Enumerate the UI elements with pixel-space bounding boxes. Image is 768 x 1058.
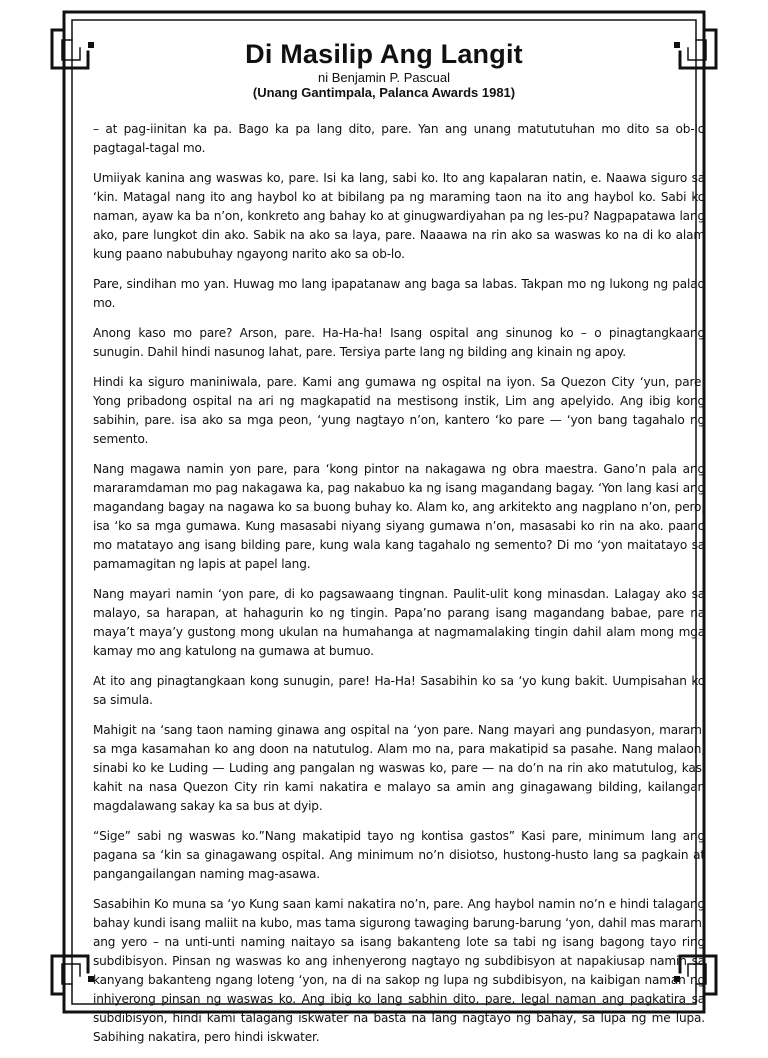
story-title: Di Masilip Ang Langit [245, 39, 523, 69]
paragraph: Hindi ka siguro maniniwala, pare. Kami ang gumawa ng ospital na iyon. Sa Quezon City ‘yun, pare. Yong pribadong ospital na ari ng magkapatid na mestisong instik, Lim ang apelyido. Ang ibig kong sabihin, pare. isa ako sa mga peon, ‘yung nagtayo n’on, kantero ‘ko pare — ‘yon bang tagahalo ng semento. [93, 375, 705, 446]
paragraph: Sasabihin Ko muna sa ‘yo Kung saan kami nakatira no’n, pare. Ang haybol namin no’n e hindi talagang bahay kundi isang maliit na kubo, mas tama sigurong tawaging barung-barung ‘yon, dahil mas marami ang yero – na unti-unti naming naitayo sa isang bakanteng lote sa tabi ng isang bagong tayo ring subdibisyon. Pinsan ng waswas ko ang inhenyerong nagtayo ng subdibisyon at napakiusap namin sa kanyang bakanteng ngang loteng ‘yon, na di na sakop ng lupa ng subdibisyon, na kaibigan naman ng inhiyerong pinsan ng waswas ko. Ang ibig ko lang sabhin dito, pare, legal naman ang pagkatira sa subdibisyon, hindi kami talagang iskwater na basta na lang nagtayo ng bahay, sa lupa ng me lupa. Sabihing nakatira, pero hindi iskwater. [93, 897, 705, 1044]
paragraph: At ito ang pinagtangkaan kong sunugin, pare! Ha-Ha! Sasabihin ko sa ‘yo kung bakit. Uumpisahan ko sa simula. [93, 674, 705, 707]
paragraph: – at pag-iinitan ka pa. Bago ka pa lang dito, pare. Yan ang unang matututuhan mo dito sa ob-lo pagtagal-tagal mo. [93, 122, 705, 155]
paragraph: Umiiyak kanina ang waswas ko, pare. Isi ka lang, sabi ko. Ito ang kapalaran natin, e. Naawa siguro sa ‘kin. Matagal nang ito ang haybol ko at bibilang pa ng maraming taon na ito ang haybol ko. Sabi ko naman, ayaw ka ba n’on, konkreto ang bahay ko at ginugwardiyahan pa ng les-pu? Nagpapatawa lang ako, pare lungkot din ako. Sabik na ako sa laya, pare. Naaawa na rin ako sa waswas ko na di ko alam kung paano nabubuhay ngayong narito ako sa ob-lo. [93, 171, 705, 261]
paragraph: Pare, sindihan mo yan. Huwag mo lang ipapatanaw ang baga sa labas. Takpan mo ng lukong ng palad mo. [93, 277, 705, 310]
story-author: ni Benjamin P. Pascual [317, 70, 450, 85]
story-header [90, 38, 678, 101]
award-note: (Unang Gantimpala, Palanca Awards 1981) [252, 85, 516, 100]
paragraph: “Sige” sabi ng waswas ko.”Nang makatipid tayo ng kontisa gastos” Kasi pare, minimum lang ang pagana sa ‘kin sa ginagawang ospital. Ang minimum no’n disiotso, hustong-husto lang sa pagkain at pangangailangan naming mag-asawa. [93, 829, 705, 881]
paragraph: Anong kaso mo pare? Arson, pare. Ha-Ha-ha! Isang ospital ang sinunog ko – o pinagtangkaang sunugin. Dahil hindi nasunog lahat, pare. Tersiya parte lang ng bilding ang kinain ng apoy. [93, 326, 705, 359]
paragraph: Mahigit na ‘sang taon naming ginawa ang ospital na ‘yon pare. Nang mayari ang pundasyon, marami sa mga kasamahan ko ang doon na natutulog. Alam mo na, para makatipid sa pasahe. Nang malaon, sinabi ko ke Luding — Luding ang pangalan ng waswas ko, pare — na do’n na rin ako matutulog, kasi kahit na nasa Quezon City rin kami nakatira e malayo sa amin ang ginagawang bilding, kailangan magdalawang sakay ka sa bus at dyip. [93, 723, 705, 813]
paragraph: Nang mayari namin ‘yon pare, di ko pagsawaang tingnan. Paulit-ulit kong minasdan. Lalagay ako sa malayo, sa harapan, at hahagurin ko ng tingin. Papa’no parang isang magandang babae, pare na maya’t maya’y gustong mong ukulan na humahanga at nagmamalaking tingin dahil alam mong mga kamay mo ang katulong na gumawa at bumuo. [93, 587, 705, 658]
corner-ornament-top-right [680, 30, 716, 68]
corner-ornament-top-left [52, 30, 88, 68]
paragraph: Nang magawa namin yon pare, para ‘kong pintor na nakagawa ng obra maestra. Gano’n pala ang mararamdaman mo pag nakagawa ka, pag nakabuo ka ng isang magandang bagay. ‘Yon lang kasi ang magandang bagay na nagawa ko sa buong buhay ko. Alam ko, ang arkitekto ang nagplano n’on, pero, isa ‘ko sa mga gumawa. Kung masasabi niyang siyang gumawa n’on, masasabi ko rin na ako. paano mo matatayo ang isang bilding pare, kung wala kang tagahalo ng semento? Di mo ‘yon maitatayo sa pamamagitan ng lapis at papel lang. [93, 462, 705, 571]
story-body [93, 120, 705, 1058]
corner-ornament-bottom-left [52, 956, 88, 994]
